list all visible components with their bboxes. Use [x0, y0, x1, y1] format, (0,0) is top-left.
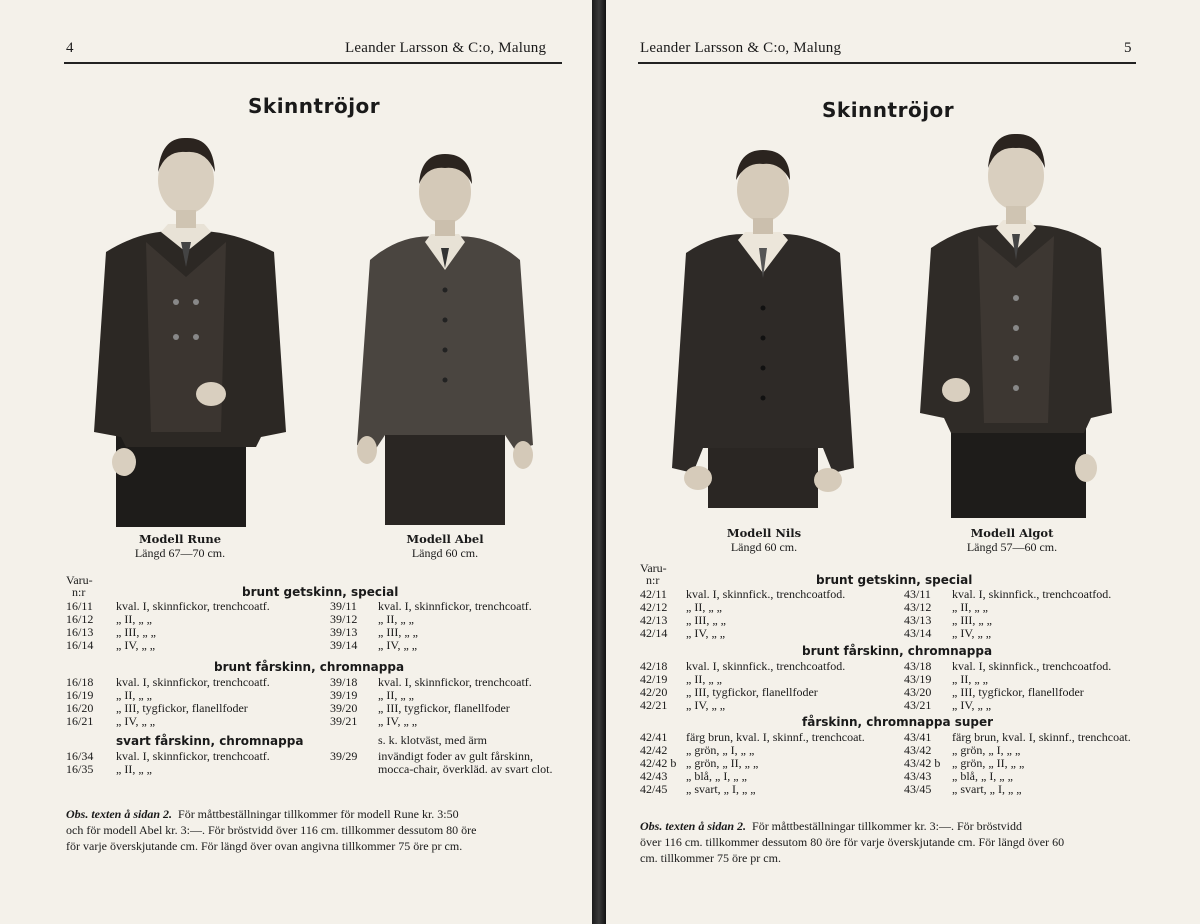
article-description: „ blå, „ I, „ „: [952, 769, 1013, 783]
article-description: „ II, „ „: [952, 600, 988, 614]
article-description: „ IV, „ „: [686, 698, 726, 712]
article-number: 43/19: [904, 672, 932, 686]
section-heading: svart fårskinn, chromnappa: [116, 734, 304, 748]
page-number: 5: [1124, 40, 1132, 56]
article-description: „ grön, „ I, „ „: [686, 743, 755, 757]
article-number: 43/41: [904, 730, 932, 744]
article-number: 43/14: [904, 626, 932, 640]
article-description: „ III, tygfickor, flanellfoder: [952, 685, 1084, 699]
article-description: färg brun, kval. I, skinnf., trenchcoat.: [952, 730, 1131, 744]
article-number: 43/12: [904, 600, 932, 614]
note-line: För måttbeställningar tillkommer kr. 3:—. För bröstvidd: [752, 819, 1022, 833]
section-heading: fårskinn, chromnappa super: [802, 715, 994, 729]
article-number: 43/45: [904, 782, 932, 796]
article-number: 42/13: [640, 613, 668, 627]
article-number: 16/13: [66, 625, 94, 639]
note-line: för varje överskjutande cm. För längd över ovan angivna tillkommer 75 öre pr cm.: [66, 839, 463, 853]
section-heading: brunt getskinn, special: [242, 585, 399, 599]
article-description: „ III, „ „: [116, 625, 156, 639]
article-number: 39/20: [330, 701, 358, 715]
article-number: 16/12: [66, 612, 94, 626]
article-description: „ IV, „ „: [378, 638, 418, 652]
model-nils-photo: [668, 148, 858, 516]
column-header-line2: n:r: [72, 585, 86, 599]
article-description: „ III, tygfickor, flanellfoder: [686, 685, 818, 699]
article-description: „ IV, „ „: [116, 638, 156, 652]
article-number: 42/42: [640, 743, 668, 757]
article-description: kval. I, skinnfick., trenchcoatfod.: [686, 587, 846, 601]
model-name: Modell Algot: [970, 526, 1054, 540]
article-number: 39/21: [330, 714, 358, 728]
running-header: Leander Larsson & C:o, Malung: [640, 40, 842, 56]
model-length: Längd 60 cm.: [411, 546, 479, 560]
article-number: 42/21: [640, 698, 668, 712]
section-heading: brunt fårskinn, chromnappa: [214, 660, 405, 674]
article-description: „ IV, „ „: [116, 714, 156, 728]
article-description: kval. I, skinnfickor, trenchcoatf.: [116, 749, 270, 763]
article-number: 43/11: [904, 587, 931, 601]
article-description: mocca-chair, överkläd. av svart clot.: [378, 762, 553, 776]
model-algot-photo: [916, 128, 1116, 518]
article-description: färg brun, kval. I, skinnf., trenchcoat.: [686, 730, 865, 744]
note-line: och för modell Abel kr. 3:—. För bröstvidd över 116 cm. tillkommer dessutom 80 öre: [66, 823, 477, 837]
article-description: „ II, „ „: [116, 762, 152, 776]
header-rule: [64, 62, 562, 64]
article-description: „ grön, „ II, „ „: [686, 756, 759, 770]
column-header-line2: n:r: [646, 573, 660, 587]
article-description: kval. I, skinnfick., trenchcoatfod.: [686, 659, 846, 673]
page-title: Skinntröjor: [248, 94, 381, 118]
article-description: „ II, „ „: [378, 612, 414, 626]
section-heading: brunt fårskinn, chromnappa: [802, 644, 993, 658]
article-description: „ III, „ „: [686, 613, 726, 627]
model-length: Längd 67—70 cm.: [134, 546, 226, 560]
article-number: 16/35: [66, 762, 94, 776]
article-number: 16/11: [66, 599, 93, 613]
article-description: „ grön, „ I, „ „: [952, 743, 1021, 757]
article-number: 42/19: [640, 672, 668, 686]
article-number: 16/18: [66, 675, 94, 689]
article-number: 42/11: [640, 587, 667, 601]
caption-nils: [694, 526, 834, 554]
article-description: kval. I, skinnfickor, trenchcoatf.: [116, 675, 270, 689]
note-lead: Obs. texten å sidan 2.: [640, 819, 747, 833]
article-number: 42/14: [640, 626, 668, 640]
article-description: „ II, „ „: [686, 672, 722, 686]
article-number: 43/21: [904, 698, 932, 712]
column-header-line1: Varu-: [66, 573, 93, 587]
page-title: Skinntröjor: [822, 98, 955, 122]
pricing-note: [66, 806, 566, 854]
article-number: 42/12: [640, 600, 668, 614]
article-number: 39/29: [330, 749, 358, 763]
article-description: „ svart, „ I, „ „: [686, 782, 756, 796]
article-number: 16/14: [66, 638, 94, 652]
article-number: 42/43: [640, 769, 668, 783]
article-description: kval. I, skinnfick., trenchcoatfod.: [952, 659, 1112, 673]
model-name: Modell Abel: [406, 532, 484, 546]
article-number: 39/12: [330, 612, 358, 626]
article-description: „ III, tygfickor, flanellfoder: [378, 701, 510, 715]
model-length: Längd 60 cm.: [730, 540, 798, 554]
article-number: 39/19: [330, 688, 358, 702]
article-description: „ IV, „ „: [952, 698, 992, 712]
article-description: „ III, tygfickor, flanellfoder: [116, 701, 248, 715]
article-description: „ blå, „ I, „ „: [686, 769, 747, 783]
pricing-note: [640, 818, 1150, 866]
page-number: 4: [66, 40, 74, 56]
article-description: „ III, „ „: [952, 613, 992, 627]
article-number: 43/20: [904, 685, 932, 699]
article-number: 42/41: [640, 730, 668, 744]
article-description: „ II, „ „: [116, 688, 152, 702]
model-name: Modell Nils: [726, 526, 802, 540]
column-header-line1: Varu-: [640, 561, 667, 575]
article-description: „ IV, „ „: [952, 626, 992, 640]
article-number: 43/18: [904, 659, 932, 673]
right-page: [606, 0, 1200, 924]
article-number: 39/11: [330, 599, 357, 613]
article-description: „ III, „ „: [378, 625, 418, 639]
model-name: Modell Rune: [138, 532, 222, 546]
article-number: 42/18: [640, 659, 668, 673]
article-description: kval. I, skinnfickor, trenchcoatf.: [116, 599, 270, 613]
article-number: 43/43: [904, 769, 932, 783]
model-abel-photo: [355, 150, 535, 525]
article-number: 39/18: [330, 675, 358, 689]
article-description: „ grön, „ II, „ „: [952, 756, 1025, 770]
article-description: „ IV, „ „: [378, 714, 418, 728]
running-header: Leander Larsson & C:o, Malung: [345, 40, 547, 56]
article-number: 43/13: [904, 613, 932, 627]
model-rune-photo: [86, 132, 296, 527]
article-description: kval. I, skinnfickor, trenchcoatf.: [378, 599, 532, 613]
article-number: 16/34: [66, 749, 94, 763]
caption-abel: [375, 532, 515, 560]
note-line: cm. tillkommer 75 öre pr cm.: [640, 851, 781, 865]
note-lead: Obs. texten å sidan 2.: [66, 807, 173, 821]
article-number: 16/20: [66, 701, 94, 715]
article-number: 39/13: [330, 625, 358, 639]
article-description: kval. I, skinnfick., trenchcoatfod.: [952, 587, 1112, 601]
article-description: „ IV, „ „: [686, 626, 726, 640]
article-number: 43/42: [904, 743, 932, 757]
section-heading: brunt getskinn, special: [816, 573, 973, 587]
article-description: kval. I, skinnfickor, trenchcoatf.: [378, 675, 532, 689]
klotvast-note: s. k. klotväst, med ärm: [378, 733, 487, 747]
header-rule: [638, 62, 1136, 64]
article-number: 42/42 b: [640, 756, 677, 770]
caption-rune: [110, 532, 250, 560]
caption-algot: [942, 526, 1082, 554]
model-length: Längd 57—60 cm.: [966, 540, 1058, 554]
article-number: 43/42 b: [904, 756, 941, 770]
article-description: invändigt foder av gult fårskinn,: [378, 749, 533, 763]
article-number: 16/19: [66, 688, 94, 702]
article-number: 42/20: [640, 685, 668, 699]
article-description: „ II, „ „: [378, 688, 414, 702]
article-description: „ II, „ „: [686, 600, 722, 614]
article-number: 39/14: [330, 638, 358, 652]
book-spine: [592, 0, 606, 924]
article-description: „ II, „ „: [116, 612, 152, 626]
article-description: „ svart, „ I, „ „: [952, 782, 1022, 796]
article-number: 16/21: [66, 714, 94, 728]
note-line: För måttbeställningar tillkommer för modell Rune kr. 3:50: [178, 807, 459, 821]
article-number: 42/45: [640, 782, 668, 796]
article-description: „ II, „ „: [952, 672, 988, 686]
left-page: [0, 0, 592, 924]
note-line: över 116 cm. tillkommer dessutom 80 öre för varje överskjutande cm. För längd över 60: [640, 835, 1065, 849]
